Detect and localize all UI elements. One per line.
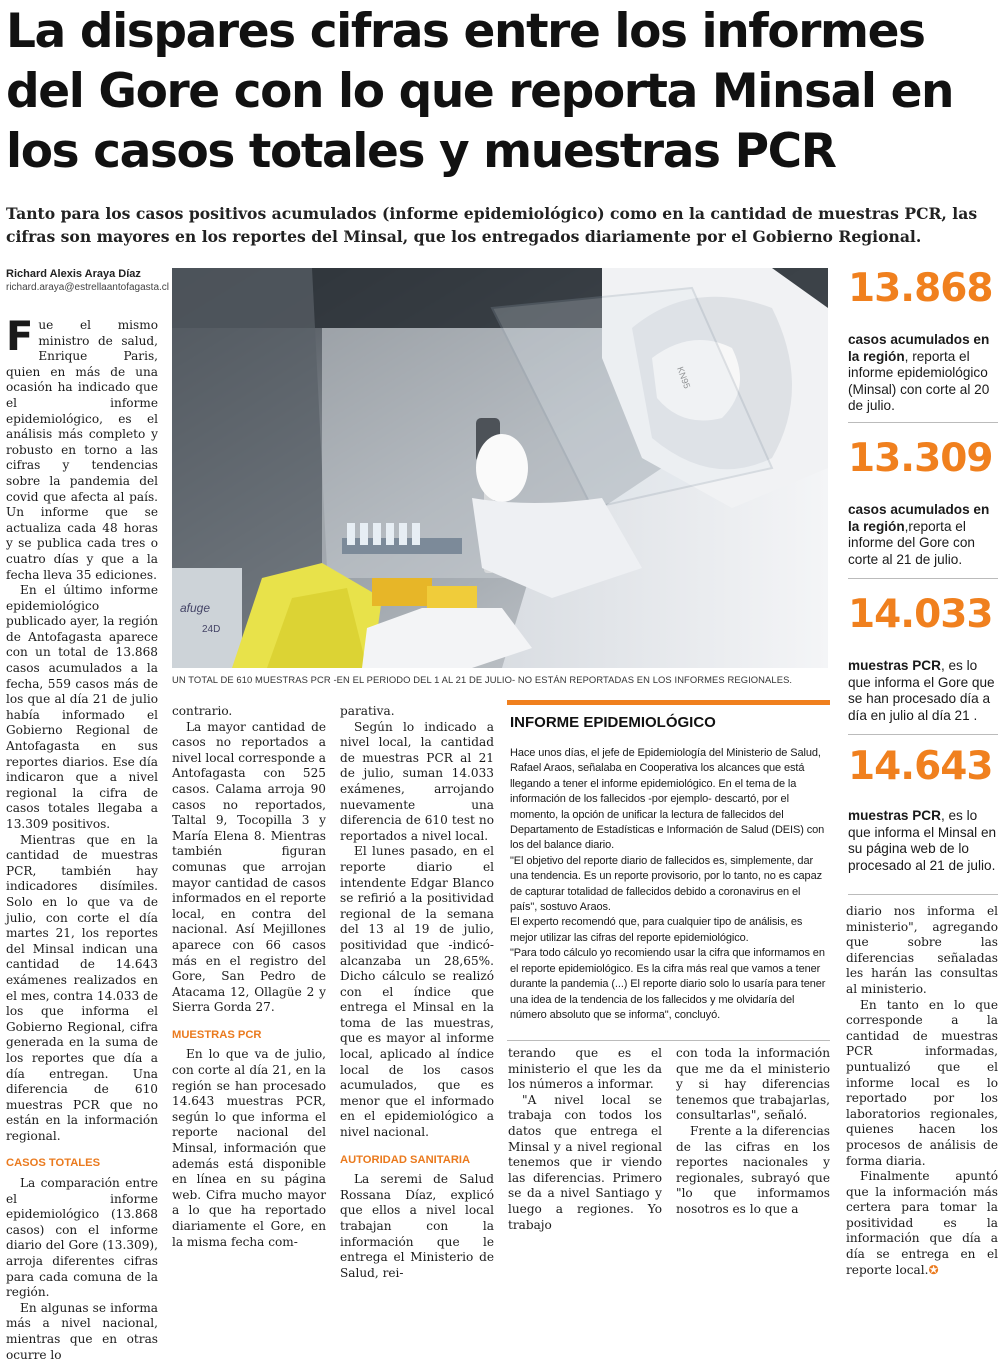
stat-rest: , es lo que informa el Minsal en su página web de lo procesado al 21 de julio. bbox=[848, 808, 997, 873]
stat-bold: casos acumulados en la región bbox=[848, 332, 990, 364]
subheadline: Tanto para los casos positivos acumulados (informe epidemiológico) como en la cantidad de muestras PCR, las cifras son mayores en los reportes del Minsal, que los entregados diariamente por el Gobierno Regional. bbox=[6, 204, 978, 246]
paragraph: "El objetivo del reporte diario de fallecidos es, simplemente, dar una tendencia. Es un reporte provisorio, por lo tanto, no es capaz de capturar totalidad de fallecidos debido a coronavirus en el país", sostuvo Araos. bbox=[510, 854, 822, 914]
article-column-2 bbox=[172, 704, 326, 1250]
paragraph-text: Finalmente apuntó que la información más certera para tomar la positividad es la información que día a día se entrega en el reporte local. bbox=[846, 1169, 998, 1277]
stat-number: 13.868 bbox=[848, 266, 993, 311]
stat-bold: muestras PCR bbox=[848, 658, 941, 673]
stat-rest: , reporta el informe epidemiológico (Minsal) con corte al 20 de julio. bbox=[848, 348, 990, 414]
article-column-3 bbox=[340, 704, 494, 1281]
paragraph: con toda la información que me da el ministerio y si hay diferencias tenemos que trabajarlas, consultarlas", señaló. bbox=[676, 1046, 830, 1123]
paragraph: La comparación entre el informe epidemiológico (13.868 casos) con el informe diario del Gore (13.309), arroja diferentes cifras para cada comuna de la región. bbox=[6, 1176, 158, 1300]
stat-rest: , es lo que informa el Gore que se han procesado día a día en julio al día 21 . bbox=[848, 658, 995, 723]
stat-divider bbox=[848, 894, 998, 895]
stat-divider bbox=[848, 422, 998, 423]
stat-number: 14.643 bbox=[848, 744, 993, 789]
paragraph: terando que es el ministerio el que les da los números a informar. bbox=[508, 1046, 662, 1092]
byline-name: Richard Alexis Araya Díaz bbox=[6, 268, 141, 280]
paragraph: En el último informe epidemiológico publicado ayer, la región de Antofagasta aparece con un total de 13.868 casos acumulados a la fecha, 559 casos más de los que al día 21 de julio había informado el Gobierno Regional de Antofagasta en sus reportes diarios. Ese día indicaron que a nivel regional la cifra de casos totales llegaba a 13.309 positivos. bbox=[6, 583, 158, 831]
stat-description bbox=[848, 502, 998, 568]
paragraph: La mayor cantidad de casos no reportados a nivel local corresponde a Antofagasta con 525 casos. Calama arroja 90 casos no reportados, Taltal 9, Tocopilla 3 y María Elena 8. Mientras también figuran comunas que arrojan mayor cantidad de casos informados en el reporte local, en contra del nacional. Así Mejillones aparece con 66 casos más en el registro del Gore, San Pedro de Atacama 12, Ollagüe 2 y Sierra Gorda 27. bbox=[172, 719, 326, 1015]
paragraph: "Para todo cálculo yo recomiendo usar la cifra que informamos en el reporte epidemiológico. Es la cifra más real que vamos a tener durante la pandemia (...) El reporte diario solo lo usaría para tener una idea de la tendencia de los fallecidos y me olvidaría del número absoluto que se informa", concluyó. bbox=[510, 947, 826, 1021]
paragraph: En algunas se informa más a nivel nacional, mientras que en otras ocurre lo bbox=[6, 1300, 158, 1362]
paragraph: El lunes pasado, en el reporte diario el intendente Edgar Blanco se refirió a la positividad regional de la semana del 13 al 19 de julio, positividad que -indicó- alcanzaba un 28,65%. Dicho cálculo se realizó con el índice que entrega el Minsal en la toma de las muestras, que es mayor al informe local, aplicado al índice local de los casos acumulados, que es menor que el informado en el epidemiológico a nivel nacional. bbox=[340, 844, 494, 1140]
stat-rest: ,reporta el informe del Gore con corte al 21 de julio. bbox=[848, 518, 975, 567]
box-body bbox=[510, 746, 828, 1023]
stat-number: 14.033 bbox=[848, 592, 993, 637]
stat-number: 13.309 bbox=[848, 436, 993, 481]
paragraph: Hace unos días, el jefe de Epidemiología del Ministerio de Salud, Rafael Araos, señalaba en Cooperativa los alcances que está llegando a tener el informe epidemiológico. En el tema de la información de los fallecidos -por ejemplo- descartó, por el momento, la opción de unificar la lectura de fallecidos del Departamento de Estadísticas e Información de Salud (DEIS) con los del balance diario. bbox=[510, 747, 825, 852]
photo-caption: UN TOTAL DE 610 MUESTRAS PCR -EN EL PERIODO DEL 1 AL 21 DE JULIO- NO ESTÁN REPORTADAS EN LOS INFORMES REGIONALES. bbox=[172, 674, 793, 685]
lab-photo bbox=[172, 268, 828, 668]
paragraph: En tanto en lo que corresponde a la cantidad de muestras PCR informadas, puntualizó que el informe local es lo reportado por los laboratorios regionales, quienes hacen los procesos de análisis de forma diaria. bbox=[846, 997, 998, 1168]
end-mark-icon: ✪ bbox=[928, 1262, 939, 1277]
stat-description bbox=[848, 658, 998, 724]
paragraph bbox=[846, 1169, 998, 1278]
machine-model: 24D bbox=[202, 624, 221, 635]
article-column-6 bbox=[846, 904, 998, 1278]
paragraph: El experto recomendó que, para cualquier tipo de análisis, es mejor utilizar las cifras del reporte epidemiológico. bbox=[510, 916, 803, 944]
article-column-5 bbox=[676, 1046, 830, 1218]
paragraph: contrario. bbox=[172, 704, 233, 718]
section-heading-autoridad-sanitaria: AUTORIDAD SANITARIA bbox=[340, 1153, 471, 1166]
box-accent-bar bbox=[507, 700, 830, 705]
stat-description bbox=[848, 808, 998, 874]
section-heading-casos-totales: CASOS TOTALES bbox=[6, 1157, 101, 1170]
box-divider bbox=[507, 1040, 830, 1041]
stat-divider bbox=[848, 578, 998, 579]
paragraph: Mientras que en la cantidad de muestras PCR, también hay indicadores disímiles. Solo en lo que va de julio, con corte el día martes 21, los reportes del Minsal indican una cantidad de 14.643 exámenes realizados en el mes, contra 14.033 de los que informa el Gobierno Regional, cifra generada en la suma de los reportes que día a día entregan. Una diferencia de 610 muestras PCR que no están en la información regional. bbox=[6, 832, 158, 1143]
paragraph: ue el mismo ministro de salud, Enrique Paris, quien en más de una ocasión ha indicado que el informe epidemiológico, es el análisis más completo y robusto en torno a las cifras y tendencias sobre la pandemia del covid que afecta al país. Un informe que se actualiza cada 48 horas y se publica cada tres o cuatro días y que a la fecha lleva 35 ediciones. bbox=[6, 318, 158, 582]
article-column-4 bbox=[508, 1046, 662, 1233]
byline-email[interactable]: richard.araya@estrellaantofagasta.cl bbox=[6, 282, 170, 293]
stat-divider bbox=[848, 734, 998, 735]
mask-label: KN95 bbox=[675, 365, 693, 390]
drop-cap: F bbox=[6, 314, 34, 360]
stat-bold: casos acumulados en la región bbox=[848, 502, 990, 534]
lab-photo-illustration bbox=[172, 268, 828, 668]
headline: La dispares cifras entre los informes del Gore con lo que reporta Minsal en los casos totales y muestras PCR bbox=[6, 4, 954, 179]
paragraph: parativa. bbox=[340, 704, 395, 718]
machine-label: afuge bbox=[180, 601, 211, 615]
paragraph: diario nos informa el ministerio", agregando que sobre las diferencias señaladas les harán las consultas al ministerio. bbox=[846, 904, 998, 996]
stat-bold: muestras PCR bbox=[848, 808, 941, 823]
stat-description bbox=[848, 332, 998, 415]
paragraph: Frente a la diferencias de las cifras en los reportes nacionales y regionales, subrayó que "lo que informamos nosotros es lo que a bbox=[676, 1123, 830, 1216]
section-heading-muestras-pcr: MUESTRAS PCR bbox=[172, 1028, 262, 1041]
paragraph: En lo que va de julio, con corte al día 21, en la región se han procesado 14.643 muestras PCR, según lo que informa el reporte nacional del Minsal, información que además está disponible en línea en su página web. Cifra mucho mayor a lo que ha reportado diariamente el Gore, en la misma fecha com- bbox=[172, 1047, 326, 1249]
box-title: INFORME EPIDEMIOLÓGICO bbox=[510, 714, 716, 731]
article-column-1 bbox=[6, 314, 158, 1363]
paragraph: "A nivel local se trabaja con todos los datos que entrega el Minsal y a nivel regional tenemos que ir viendo las diferencias. Primero se da a nivel Santiago y luego a regiones. Yo trabajo bbox=[508, 1092, 662, 1232]
paragraph: Según lo indicado a nivel local, la cantidad de muestras PCR al 21 de julio, suman 14.033 exámenes, arrojando nuevamente una diferencia de 610 test no reportados a nivel local. bbox=[340, 719, 494, 843]
paragraph: La seremi de Salud Rossana Díaz, explicó que ellos a nivel local trabajan con la información que le entrega el Ministerio de Salud, rei- bbox=[340, 1172, 494, 1280]
